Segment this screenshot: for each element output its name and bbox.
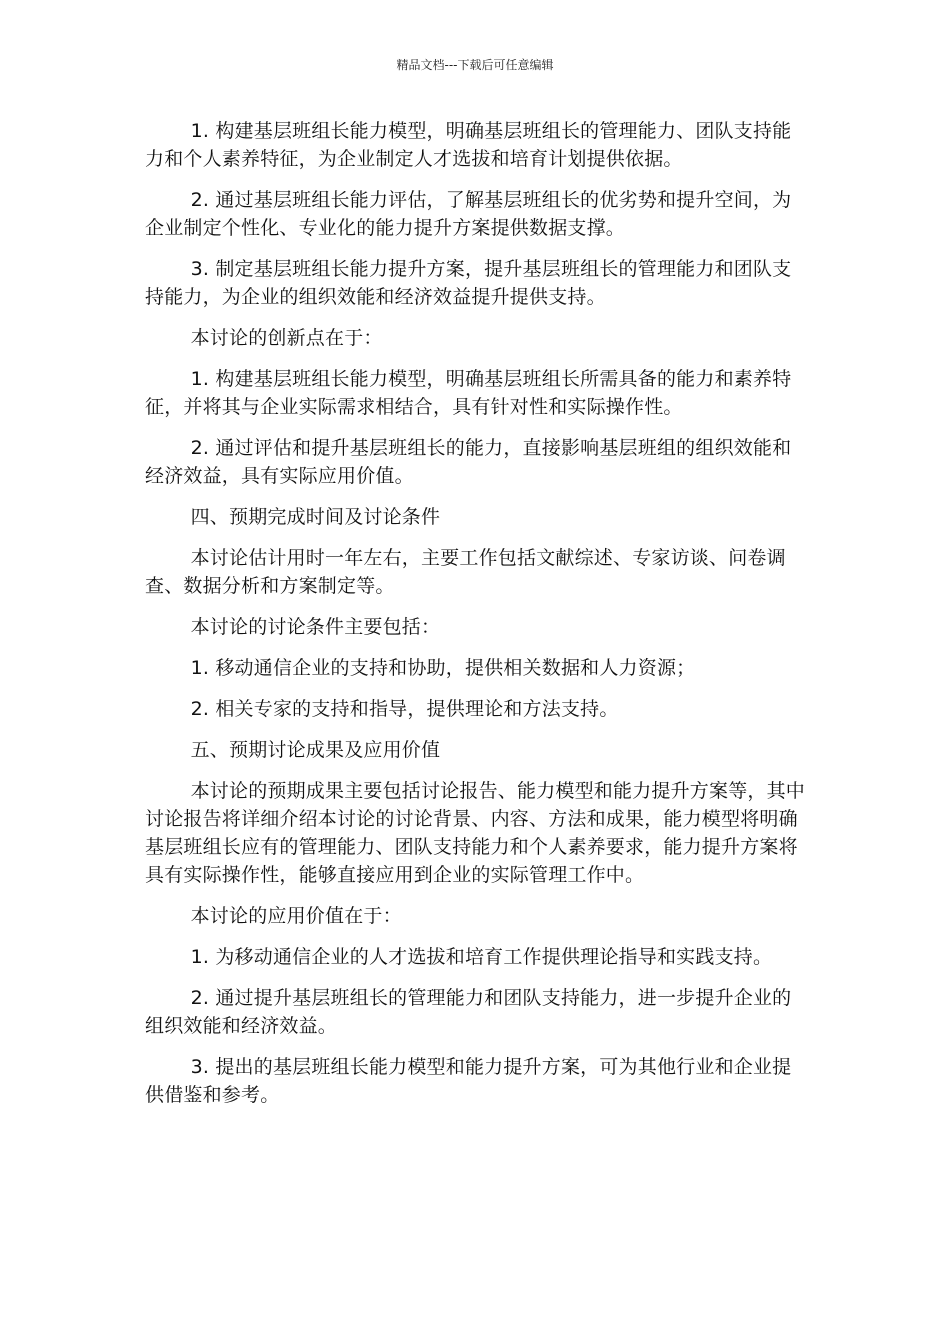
paragraph-value-1: 1. 为移动通信企业的人才选拔和培育工作提供理论指导和实践支持。 [190,946,773,968]
paragraph-condition-2: 2. 相关专家的支持和指导，提供理论和方法支持。 [190,698,619,720]
paragraph-value-2: 2. 通过提升基层班组长的管理能力和团队支持能力，进一步提升企业的组织效能和经济效益。 [145,987,792,1037]
paragraph-conditions-intro: 本讨论的讨论条件主要包括： [190,616,441,638]
section-heading-outcomes: 五、预期讨论成果及应用价值 [190,739,441,761]
paragraph-timeline: 本讨论估计用时一年左右，主要工作包括文献综述、专家访谈、问卷调查、数据分析和方案制定等。 [145,547,786,597]
document-body [145,117,810,1122]
paragraph-value-3: 3. 提出的基层班组长能力模型和能力提升方案，可为其他行业和企业提供借鉴和参考。 [145,1056,792,1106]
paragraph-condition-1: 1. 移动通信企业的支持和协助，提供相关数据和人力资源； [190,657,696,679]
section-heading-timeline: 四、预期完成时间及讨论条件 [190,506,441,528]
paragraph-outcomes: 本讨论的预期成果主要包括讨论报告、能力模型和能力提升方案等，其中讨论报告将详细介绍本讨论的讨论背景、内容、方法和成果，能力模型将明确基层班组长应有的管理能力、团队支持能力和个人素养要求，能力提升方案将具有实际操作性，能够直接应用到企业的实际管理工作中。 [145,780,805,886]
paragraph-goal-2: 2. 通过基层班组长能力评估，了解基层班组长的优劣势和提升空间，为企业制定个性化、专业化的能力提升方案提供数据支撑。 [145,189,792,239]
paragraph-value-intro: 本讨论的应用价值在于： [190,905,402,927]
paragraph-innovation-2: 2. 通过评估和提升基层班组长的能力，直接影响基层班组的组织效能和经济效益，具有实际应用价值。 [145,437,792,487]
paragraph-innovation-intro: 本讨论的创新点在于： [190,327,383,349]
paragraph-goal-3: 3. 制定基层班组长能力提升方案，提升基层班组长的管理能力和团队支持能力，为企业的组织效能和经济效益提升提供支持。 [145,258,792,308]
paragraph-innovation-1: 1. 构建基层班组长能力模型，明确基层班组长所需具备的能力和素养特征，并将其与企业实际需求相结合，具有针对性和实际操作性。 [145,368,792,418]
page-header: 精品文档---下载后可任意编辑 [396,58,554,72]
paragraph-goal-1: 1. 构建基层班组长能力模型，明确基层班组长的管理能力、团队支持能力和个人素养特征，为企业制定人才选拔和培育计划提供依据。 [145,120,792,170]
